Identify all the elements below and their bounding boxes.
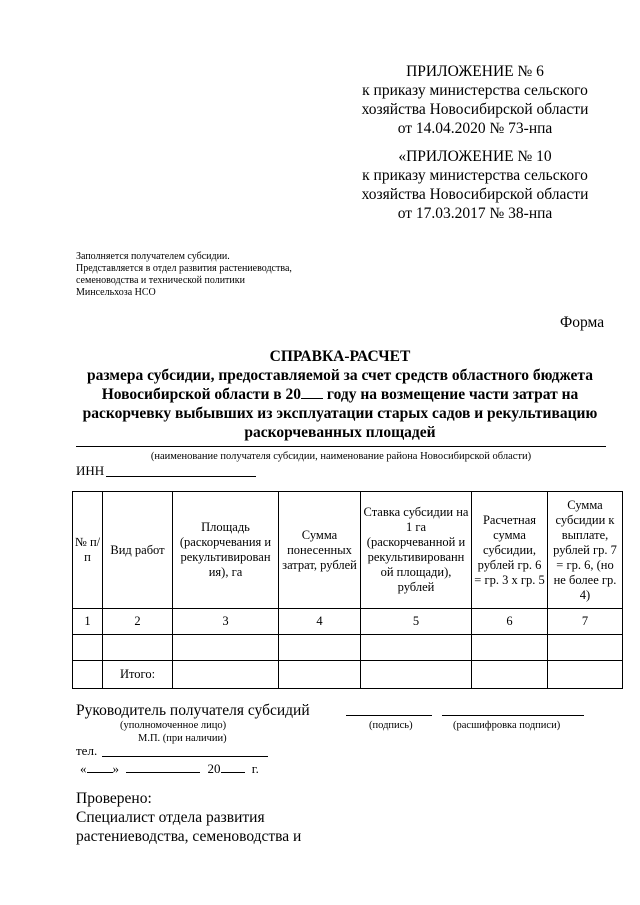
appendix-6-line3: от 14.04.2020 № 73-нпа [397,120,553,137]
recipient-name-field[interactable] [76,446,606,447]
tel-label: тел. [76,743,98,758]
title-line3: раскорчевку выбывших из эксплуатации старых садов и рекультивацию [82,405,598,422]
table-cell[interactable] [279,635,361,661]
authorized-caption: (уполномоченное лицо) [120,720,227,731]
header-cell: Вид работ [103,492,173,609]
table-cell[interactable] [548,635,623,661]
note-line3: семеноводства и технической политики [76,275,245,286]
header-cell: Площадь (раскорчевания и рекультивирован ия), га [173,492,279,609]
appendix-10-block [350,147,600,223]
subsidy-table [72,491,623,689]
table-header-row [73,492,623,609]
appendix-6-title: ПРИЛОЖЕНИЕ № 6 [406,63,544,80]
verified-line2: растениеводства, семеноводства и [76,828,302,845]
appendix-6-block [350,62,600,138]
title-line2-start: Новосибирской области в 20 [101,386,302,403]
header-cell: Расчетная сумма субсидии, рублей гр. 6 = гр. 3 х гр. 5 [472,492,548,609]
year-prefix: 20 [207,761,221,776]
inn-label: ИНН [76,463,105,478]
table-row [73,635,623,661]
verified-label: Проверено: [76,790,152,807]
appendix-10-line3: от 17.03.2017 № 38-нпа [397,205,553,222]
table-cell[interactable] [73,635,103,661]
year-suffix: г. [251,761,259,776]
note-line4: Минсельхоза НСО [76,287,156,298]
decode-caption: (расшифровка подписи) [453,720,561,731]
title-heading: СПРАВКА-РАСЧЕТ [269,348,411,365]
total-label: Итого: [103,661,173,689]
appendix-6-line1: к приказу министерства сельского [362,82,588,99]
column-number: 4 [279,609,361,635]
date-line [80,760,259,777]
note-line1: Заполняется получателем субсидии. [76,251,230,262]
day-field[interactable] [87,760,113,773]
table-cell[interactable] [173,661,279,689]
year-field[interactable] [221,760,245,773]
signature-field[interactable] [346,715,432,716]
inn-field[interactable] [106,476,256,477]
column-number: 7 [548,609,623,635]
table-cell[interactable] [472,635,548,661]
appendix-10-line1: к приказу министерства сельского [362,167,588,184]
header-cell: Сумма субсидии к выплате, рублей гр. 7 = гр. 6, (но не более гр. 4) [548,492,623,609]
verified-block [76,789,301,846]
appendix-6-line2: хозяйства Новосибирской области [361,101,589,118]
stamp-caption: М.П. (при наличии) [138,733,227,744]
date-close-quote: » [112,761,119,776]
month-field[interactable] [126,760,200,773]
year-blank[interactable] [301,386,323,399]
verified-line1: Специалист отдела развития [76,809,265,826]
appendix-10-line2: хозяйства Новосибирской области [361,186,589,203]
table-number-row [73,609,623,635]
title-line4: раскорчеванных площадей [244,424,436,441]
date-open-quote: « [80,761,87,776]
header-cell: Ставка субсидии на 1 га (раскорчеванной и рекультивированн ой площади), рублей [361,492,472,609]
table-cell[interactable] [361,635,472,661]
column-number: 3 [173,609,279,635]
sign-caption: (подпись) [369,720,413,731]
title-line2 [70,385,610,404]
title-line2-end: году на возмещение части затрат на [323,386,579,403]
header-cell: № п/п [73,492,103,609]
head-label: Руководитель получателя субсидий [76,702,310,719]
table-total-row [73,661,623,689]
table-cell[interactable] [173,635,279,661]
title-line1: размера субсидии, предоставляемой за счет средств областного бюджета [87,367,593,384]
form-label: Форма [560,314,605,331]
appendix-10-title: «ПРИЛОЖЕНИЕ № 10 [398,148,552,165]
column-number: 2 [103,609,173,635]
table-cell [73,661,103,689]
column-number: 1 [73,609,103,635]
document-title [70,347,610,442]
table-cell[interactable] [361,661,472,689]
recipient-caption: (наименование получателя субсидии, наименование района Новосибирской области) [150,451,532,462]
table-cell[interactable] [472,661,548,689]
table-cell[interactable] [548,661,623,689]
column-number: 6 [472,609,548,635]
column-number: 5 [361,609,472,635]
tel-field[interactable] [102,756,268,757]
note-line2: Представляется в отдел развития растениеводства, [76,263,292,274]
signature-decode-field[interactable] [442,715,584,716]
header-cell: Сумма понесенных затрат, рублей [279,492,361,609]
submission-note [76,251,376,299]
table-cell[interactable] [279,661,361,689]
table-cell[interactable] [103,635,173,661]
